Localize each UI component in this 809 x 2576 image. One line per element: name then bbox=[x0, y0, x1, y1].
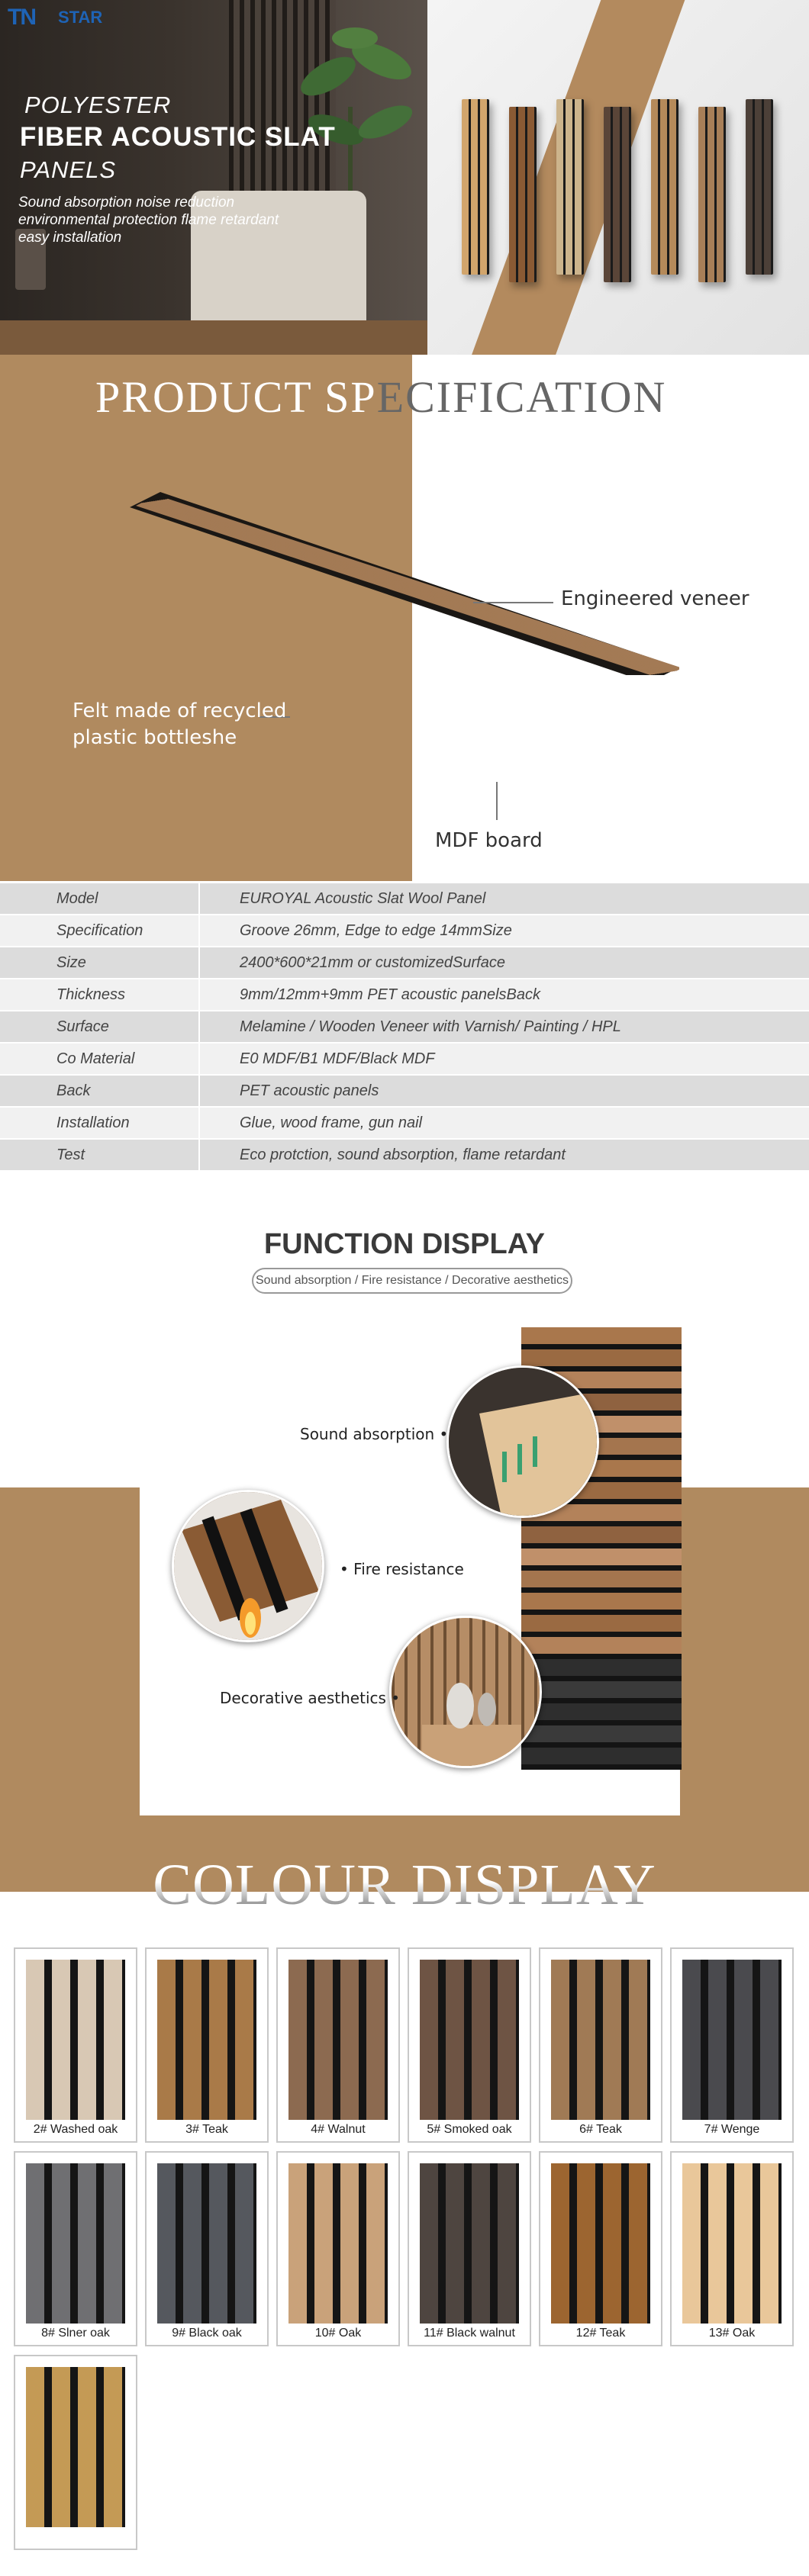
acoustic-panel-illustration bbox=[130, 492, 679, 675]
swatch-image bbox=[26, 2163, 125, 2324]
stack-slat bbox=[521, 1593, 682, 1610]
hero-panel-sample bbox=[604, 107, 631, 282]
swatch-image bbox=[682, 2163, 782, 2324]
board-slat bbox=[162, 499, 679, 671]
swatch-image bbox=[26, 2367, 125, 2527]
felt-label-line2: plastic bottleshe bbox=[73, 726, 237, 749]
hero-panel-sample bbox=[509, 107, 537, 282]
table-value: Groove 26mm, Edge to edge 14mmSize bbox=[198, 915, 809, 946]
table-value: Eco protction, sound absorption, flame retardant bbox=[198, 1140, 809, 1170]
table-row bbox=[0, 1011, 809, 1042]
logo-mark: TN bbox=[8, 5, 35, 30]
colour-swatch[interactable] bbox=[276, 1947, 400, 2143]
table-row bbox=[0, 1076, 809, 1106]
hero-panel-sample bbox=[462, 99, 489, 275]
function-display-title: FUNCTION DISPLAY bbox=[263, 1228, 546, 1260]
stack-slat bbox=[521, 1615, 682, 1632]
table-value: EUROYAL Acoustic Slat Wool Panel bbox=[198, 883, 809, 914]
stack-slat bbox=[521, 1725, 682, 1742]
swatch-image bbox=[157, 1960, 256, 2120]
spec-title-left: PRODUCT SP bbox=[95, 372, 377, 422]
swatch-label: 6# Teak bbox=[579, 2123, 622, 2136]
hero-feature: easy installation bbox=[18, 230, 122, 246]
specification-table bbox=[0, 883, 809, 1172]
stack-gap bbox=[521, 1676, 682, 1681]
table-row bbox=[0, 947, 809, 978]
swatch-image bbox=[26, 1960, 125, 2120]
engineered-veneer-label: Engineered veneer bbox=[561, 587, 749, 610]
swatch-label: 5# Smoked oak bbox=[427, 2123, 512, 2136]
stack-gap bbox=[521, 1742, 682, 1748]
swatch-label: 2# Washed oak bbox=[33, 2123, 118, 2136]
deco-slat bbox=[417, 1618, 421, 1768]
table-key: Test bbox=[56, 1146, 85, 1163]
product-specification-section bbox=[0, 355, 809, 881]
stack-gap bbox=[521, 1698, 682, 1703]
colour-swatch[interactable] bbox=[145, 1947, 269, 2143]
swatch-image bbox=[288, 2163, 388, 2324]
hero-floor bbox=[0, 320, 427, 355]
swatch-label: 13# Oak bbox=[708, 2327, 756, 2340]
swatch-label: 9# Black oak bbox=[172, 2327, 242, 2340]
swatch-image bbox=[288, 1960, 388, 2120]
table-key: Surface bbox=[56, 1018, 109, 1035]
table-value: Glue, wood frame, gun nail bbox=[198, 1108, 809, 1138]
colour-swatch[interactable] bbox=[145, 2151, 269, 2346]
table-key: Back bbox=[56, 1082, 91, 1099]
decorative-aesthetics-label: Decorative aesthetics • bbox=[220, 1689, 401, 1707]
table-row bbox=[0, 1140, 809, 1170]
table-row bbox=[0, 883, 809, 914]
sound-absorption-label: Sound absorption • bbox=[300, 1425, 449, 1443]
swatch-image bbox=[551, 1960, 650, 2120]
table-key: Installation bbox=[56, 1114, 130, 1131]
swatch-label: 8# Slner oak bbox=[41, 2327, 110, 2340]
swatch-label: 7# Wenge bbox=[704, 2123, 760, 2136]
hero-title-line1: POLYESTER bbox=[24, 92, 172, 118]
hero-panel-sample bbox=[556, 99, 584, 275]
colour-display-title: COLOUR DISPLAY bbox=[0, 1852, 809, 1918]
swatch-label: 11# Black walnut bbox=[424, 2327, 515, 2340]
swatch-image bbox=[682, 1960, 782, 2120]
brand-logo[interactable] bbox=[8, 5, 102, 31]
swatch-image bbox=[551, 2163, 650, 2324]
logo-text: STAR bbox=[58, 8, 103, 27]
colour-swatch[interactable] bbox=[14, 2355, 137, 2550]
colour-swatch[interactable] bbox=[539, 1947, 662, 2143]
table-row bbox=[0, 1108, 809, 1138]
swatch-label: 10# Oak bbox=[314, 2327, 362, 2340]
table-key: Model bbox=[56, 890, 98, 907]
stack-slat bbox=[521, 1349, 682, 1366]
fire-resistance-label: • Fire resistance bbox=[340, 1560, 464, 1578]
stack-slat bbox=[521, 1571, 682, 1587]
table-value: E0 MDF/B1 MDF/Black MDF bbox=[198, 1044, 809, 1074]
table-row bbox=[0, 1044, 809, 1074]
hero-banner bbox=[0, 0, 809, 355]
swatch-image bbox=[157, 2163, 256, 2324]
stack-gap bbox=[521, 1632, 682, 1637]
table-value: PET acoustic panels bbox=[198, 1076, 809, 1106]
hero-title-line3: PANELS bbox=[20, 156, 117, 183]
table-key: Thickness bbox=[56, 986, 126, 1003]
table-key: Size bbox=[56, 954, 86, 971]
colour-swatch[interactable] bbox=[276, 2151, 400, 2346]
table-key: Specification bbox=[56, 922, 143, 939]
colour-swatch[interactable] bbox=[408, 1947, 531, 2143]
colour-swatch[interactable] bbox=[408, 2151, 531, 2346]
hero-panel-sample bbox=[746, 99, 773, 275]
swatch-label: 4# Walnut bbox=[311, 2123, 366, 2136]
table-value: 2400*600*21mm or customizedSurface bbox=[198, 947, 809, 978]
table-value: 9mm/12mm+9mm PET acoustic panelsBack bbox=[198, 979, 809, 1010]
stack-gap bbox=[521, 1610, 682, 1615]
stack-gap bbox=[521, 1587, 682, 1593]
function-subtitle-pill: Sound absorption / Fire resistance / Decorative aesthetics bbox=[252, 1268, 572, 1294]
hero-feature: Sound absorption noise reduction bbox=[18, 195, 235, 211]
spec-title bbox=[0, 371, 809, 423]
stack-slat bbox=[521, 1637, 682, 1654]
hero-panel-sample bbox=[651, 99, 678, 275]
colour-swatch[interactable] bbox=[670, 1947, 794, 2143]
swatch-image bbox=[420, 1960, 519, 2120]
stack-gap bbox=[521, 1543, 682, 1548]
mdf-callout-line bbox=[496, 782, 498, 820]
stack-gap bbox=[521, 1344, 682, 1349]
stack-slat bbox=[521, 1526, 682, 1543]
table-key: Co Material bbox=[56, 1050, 135, 1067]
hero-feature: environmental protection flame retardant bbox=[18, 212, 279, 228]
swatch-image bbox=[420, 2163, 519, 2324]
hero-title-line2: FIBER ACOUSTIC SLAT bbox=[20, 122, 336, 152]
stack-slat bbox=[521, 1659, 682, 1676]
mdf-board-label: MDF board bbox=[435, 829, 543, 852]
table-row bbox=[0, 915, 809, 946]
stack-slat bbox=[521, 1681, 682, 1698]
stack-gap bbox=[521, 1565, 682, 1571]
colour-swatch[interactable] bbox=[14, 1947, 137, 2143]
fire-resistance-circle bbox=[172, 1490, 324, 1642]
colour-swatch[interactable] bbox=[14, 2151, 137, 2346]
stack-slat bbox=[521, 1548, 682, 1565]
stack-gap bbox=[521, 1521, 682, 1526]
felt-label-line1: Felt made of recycled bbox=[73, 699, 287, 722]
table-value: Melamine / Wooden Veneer with Varnish/ Painting / HPL bbox=[198, 1011, 809, 1042]
table-row bbox=[0, 979, 809, 1010]
swatch-label: 3# Teak bbox=[185, 2123, 228, 2136]
engineered-callout-line bbox=[473, 602, 553, 603]
stack-slat bbox=[521, 1748, 682, 1764]
colour-swatch[interactable] bbox=[539, 2151, 662, 2346]
colour-swatch[interactable] bbox=[670, 2151, 794, 2346]
stack-gap bbox=[521, 1654, 682, 1659]
hero-panel-sample bbox=[698, 107, 726, 282]
decorative-aesthetics-circle bbox=[389, 1616, 542, 1768]
stack-gap bbox=[521, 1764, 682, 1770]
stack-gap bbox=[521, 1720, 682, 1725]
spec-title-right: ECIFICATION bbox=[376, 372, 667, 422]
stack-slat bbox=[521, 1327, 682, 1344]
sound-absorption-circle bbox=[446, 1365, 599, 1518]
stack-slat bbox=[521, 1703, 682, 1720]
swatch-label: 12# Teak bbox=[575, 2327, 626, 2340]
